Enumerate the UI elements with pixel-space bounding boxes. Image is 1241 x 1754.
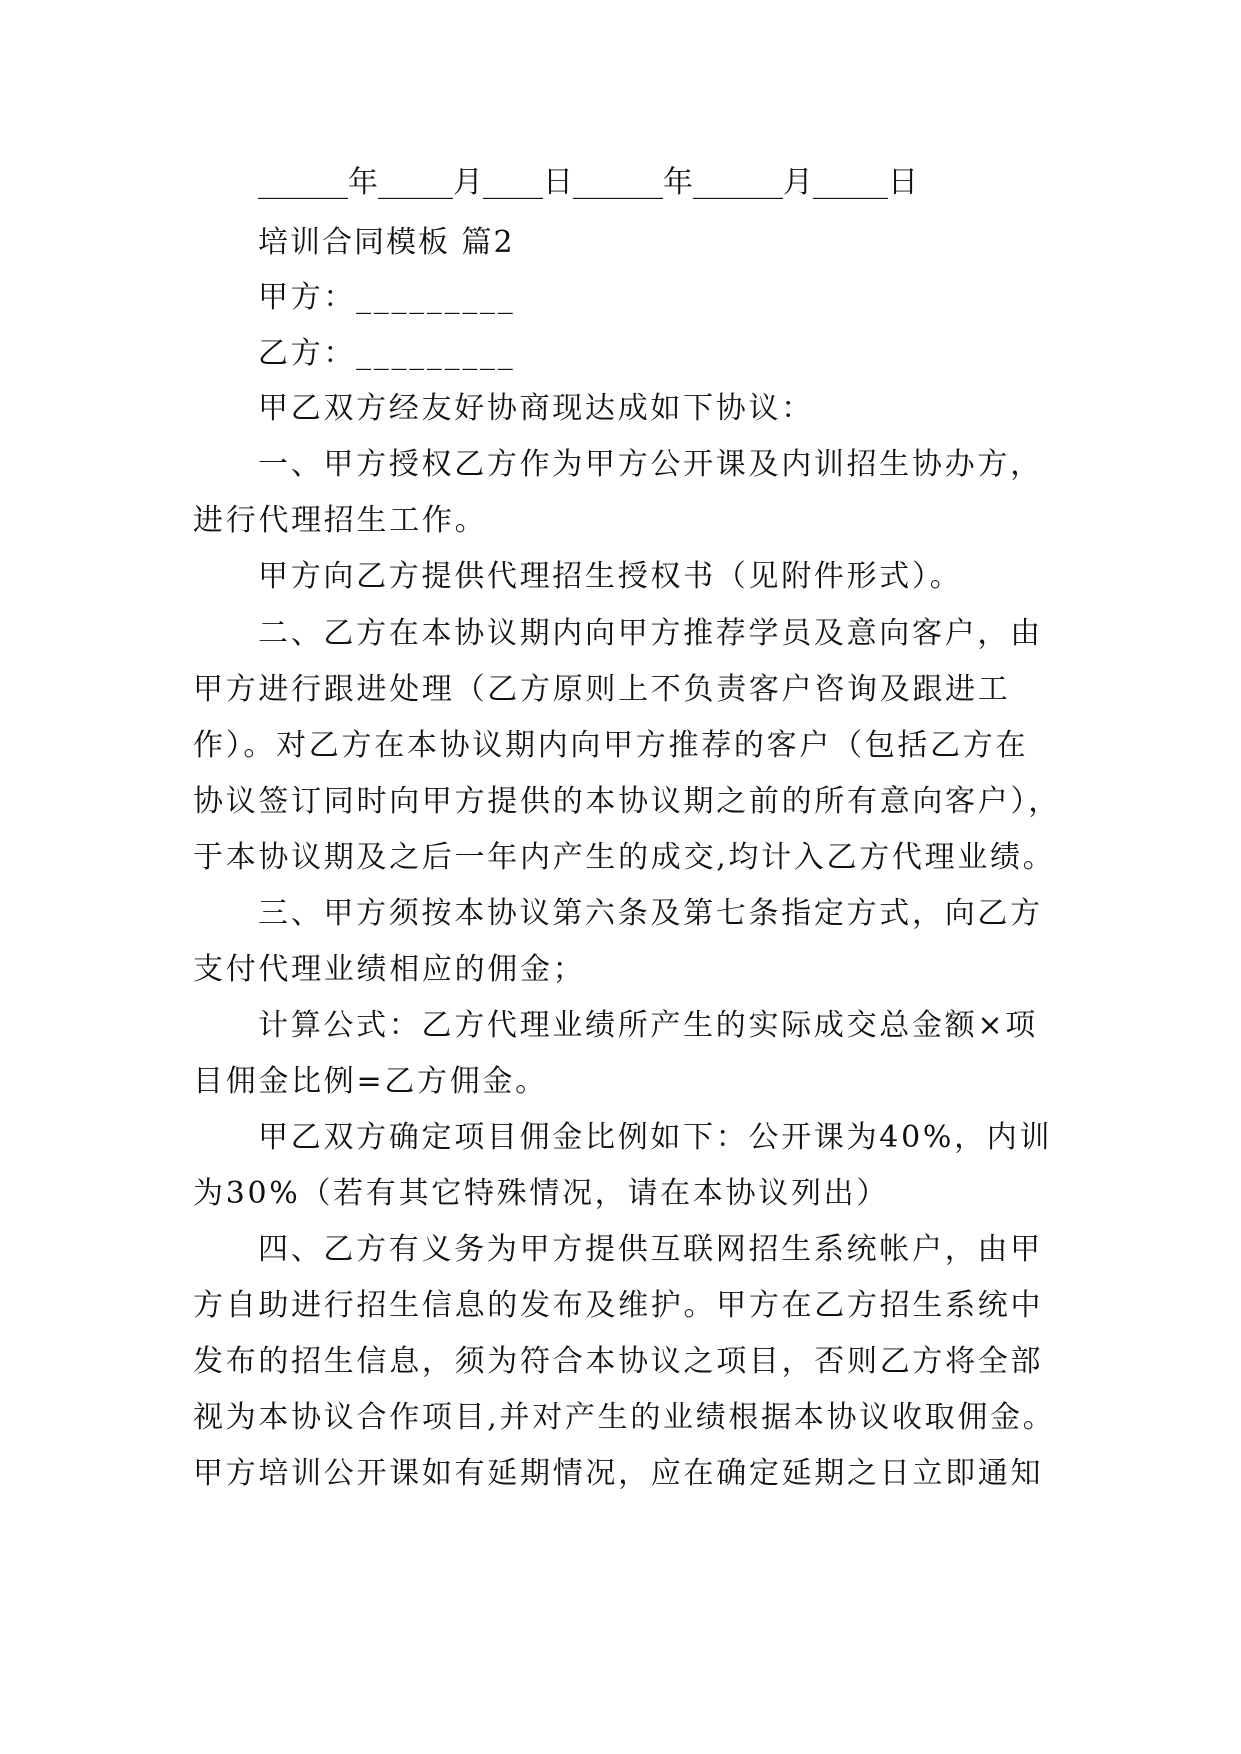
party-a-line: 甲方：_________ — [258, 280, 516, 315]
paragraph-line: 于本协议期及之后一年内产生的成交,均计入乙方代理业绩。 — [193, 840, 1056, 875]
paragraph-line: 进行代理招生工作。 — [193, 503, 488, 538]
paragraph-line: 甲方进行跟进处理（乙方原则上不负责客户咨询及跟进工 — [193, 672, 1011, 707]
party-b-line: 乙方：_________ — [258, 336, 516, 371]
paragraph-line: 甲乙双方经友好协商现达成如下协议： — [258, 391, 814, 426]
paragraph-line: 发布的招生信息，须为符合本协议之项目，否则乙方将全部 — [193, 1344, 1044, 1379]
paragraph-line: 目佣金比例=乙方佣金。 — [193, 1064, 548, 1099]
paragraph-line: 甲方向乙方提供代理招生授权书（见附件形式）。 — [258, 559, 963, 594]
paragraph-line: 视为本协议合作项目,并对产生的业绩根据本协议收取佣金。 — [193, 1400, 1056, 1435]
paragraph-line: 计算公式：乙方代理业绩所产生的实际成交总金额×项 — [258, 1008, 1038, 1043]
paragraph-line: 三、甲方须按本协议第六条及第七条指定方式，向乙方 — [258, 896, 1043, 931]
paragraph-line: 一、甲方授权乙方作为甲方公开课及内训招生协办方， — [258, 447, 1043, 482]
paragraph-line: 四、乙方有义务为甲方提供互联网招生系统帐户，由甲 — [258, 1232, 1043, 1267]
date-line: ______年_____月____日______年______月_____日 — [258, 165, 918, 200]
paragraph-line: 支付代理业绩相应的佣金； — [193, 952, 586, 987]
paragraph-line: 作）。对乙方在本协议期内向甲方推荐的客户（包括乙方在 — [193, 728, 1029, 763]
paragraph-line: 甲方培训公开课如有延期情况，应在确定延期之日立即通知 — [193, 1456, 1044, 1491]
paragraph-line: 二、乙方在本协议期内向甲方推荐学员及意向客户，由 — [258, 616, 1043, 651]
document-title: 培训合同模板 篇2 — [258, 225, 515, 260]
paragraph-line: 协议签订同时向甲方提供的本协议期之前的所有意向客户）， — [193, 784, 1061, 819]
paragraph-line: 方自助进行招生信息的发布及维护。甲方在乙方招生系统中 — [193, 1288, 1044, 1323]
paragraph-line: 为30%（若有其它特殊情况，请在本协议列出） — [193, 1176, 890, 1211]
paragraph-line: 甲乙双方确定项目佣金比例如下：公开课为40%，内训 — [258, 1120, 1053, 1155]
